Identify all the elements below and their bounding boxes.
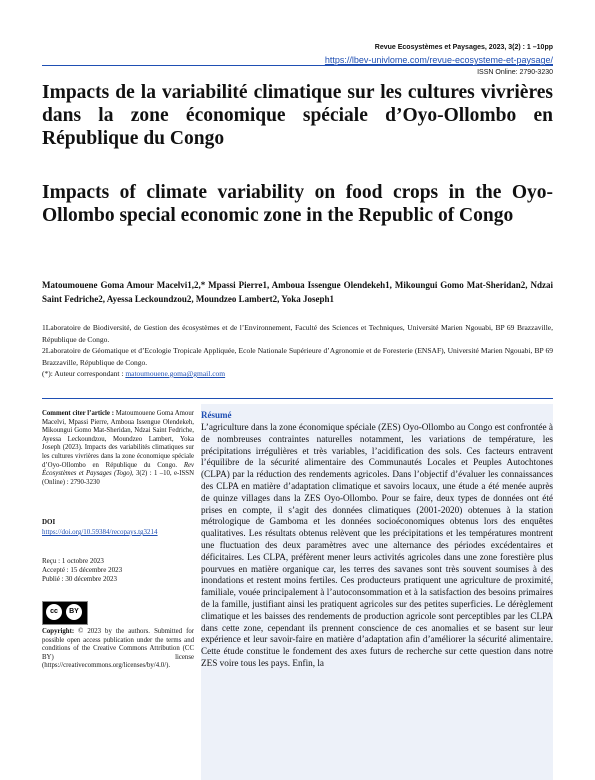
authors-list: Matoumouene Goma Amour Macelvi1,2,* Mpassi Pierre1, Amboua Issengue Olendekeh1, Mikoungui Gomo Mat-Sheridan2, Ndzai Saint Fedriche2, Ayessa Leckoundzou2, Moundzeo Lambert2, Yoka Joseph1 (42, 280, 553, 304)
cc-by-license-badge[interactable] (42, 601, 88, 625)
article-dates (42, 557, 122, 584)
issn-text: ISSN Online: 2790-3230 (477, 69, 553, 76)
by-icon: BY (66, 604, 82, 620)
doi-label: DOI (42, 518, 56, 526)
section-rule (42, 398, 553, 399)
title-french: Impacts de la variabilité climatique sur les cultures vivrières dans la zone économique spéciale d’Oyo-Ollombo en République du Congo (42, 82, 553, 149)
copyright-block (42, 628, 194, 671)
cc-icon: cc (46, 604, 62, 620)
accepted-date: Accepté : 15 décembre 2023 (42, 566, 123, 574)
corresponding-label: (*): Auteur correspondant : (42, 369, 126, 378)
affiliation-2: 2Laboratoire de Géomatique et d’Ecologie Tropicale Appliquée, Ecole Nationale Supérieure d’Agronomie et de Foresterie (ENSAF), Université Marien Ngouabi, BP 69 Brazzaville, République de Congo. (42, 346, 553, 367)
cite-text: Matoumouene Goma Amour Macelvi, Mpassi Pierre, Amboua Issengue Olendekeh, Mikoungui Gomo Mat-Sheridan, Ndzai Saint Fedriche, Ayessa Leckoundzou, Moundzeo Lambert, Yoka Joseph (2023). Impacts des variabilités climatiques sur les cultures vivrières dans la zone économique spéciale d’Oyo-Ollombo en République du Congo. (42, 410, 194, 469)
cite-tail: 3(2) : 1 –10, e-ISSN (Online) : 2790-3230 (42, 470, 194, 486)
cite-journal: Rev Écosystèmes et Paysages (Togo), (42, 461, 194, 478)
citation-block (42, 410, 194, 487)
copyright-text: © 2023 by the authors. Submitted for possible open access publication under the terms and conditions of the Creative Commons Attribution (CC BY) license (https://creativecommons.org/licenses/by/4.0/). (42, 628, 194, 670)
cite-label: Comment citer l’article : (42, 410, 116, 417)
journal-url-link[interactable]: https://lbev-univlome.com/revue-ecosysteme-et-paysage/ (324, 55, 553, 65)
affiliation-1: 1Laboratoire de Biodiversité, de Gestion des écosystèmes et de l’Environnement, Faculté des Sciences et Techniques, Université Marien Ngouabi, BP 69 Brazzaville, République de Congo. (42, 323, 553, 344)
published-date: Publié : 30 décembre 2023 (42, 575, 118, 583)
corresponding-author (42, 368, 553, 380)
affiliations (42, 322, 553, 380)
header-rule (42, 65, 553, 66)
received-date: Reçu : 1 octobre 2023 (42, 557, 104, 565)
doi-link[interactable]: https://doi.org/10.59384/recopays.tg3214 (42, 528, 158, 536)
corresponding-email-link[interactable]: matoumouene.goma@gmail.com (125, 369, 226, 378)
copyright-label: Copyright: (42, 628, 79, 635)
abstract-heading: Résumé (201, 410, 232, 420)
journal-header: Revue Ecosystèmes et Paysages, 2023, 3(2) : 1 –10pp (374, 44, 553, 51)
title-english: Impacts of climate variability on food crops in the Oyo-Ollombo special economic zone in the Republic of Congo (42, 182, 553, 226)
abstract-text: L’agriculture dans la zone économique spéciale (ZES) Oyo-Ollombo au Congo est confrontée à de nombreuses contraintes naturelles notamment, les variations de température, les précipitations irrégulières et très variables, l’acidification des sols. Ces facteurs entravent l’équilibre de la sécurité alimentaire des Communautés Locales et Peuples Autochtones (CLPA) par la réduction des rendements agricoles. Dans l’objectif d’évaluer les connaissances des CLPA en matière d’adaptation climatique et savoirs locaux, une étude a été menée auprès de quinze villages dans la ZES Oyo-Ollombo. Pour se faire, deux types de données ont été prises en compte, il s’agit des données climatiques (2001-2020) obtenues à la station métrologique de Gamboma et les données socioéconomiques obtenus lors des enquêtes qualitatives. Les résultats obtenus relèvent que les précipitations et les températures montrent une fluctuation des deux paramètres avec une alternance des périodes excédentaires et déficitaires. Les CLPA, préfèrent mener leurs activités agricoles dans une zone forestière plus pourvues en matière organique car, les terres des savanes sont très souvent soumises à des inondations et restent moins fertiles. Ces producteurs pratiquent une agriculture de proximité, familiale, vouée principalement à l’autoconsommation et à la satisfaction des besoins primaires de la famille, justifiant ainsi les pratiquent agricoles sur des petites superficies. Le dérèglement climatique et les baisses des rendements de production agricole sont perceptibles par les CLPA dans cette zone, cependant ils prennent conscience de ces anomalies et se basent sur leur expérience et leur savoir-faire en matière d’adaptation afin d’améliorer la sécurité alimentaire. Cette étude constitue le fondement des axes futurs de recherche sur cette question dans notre ZES voire tous les pays. Enfin, la (201, 422, 553, 668)
